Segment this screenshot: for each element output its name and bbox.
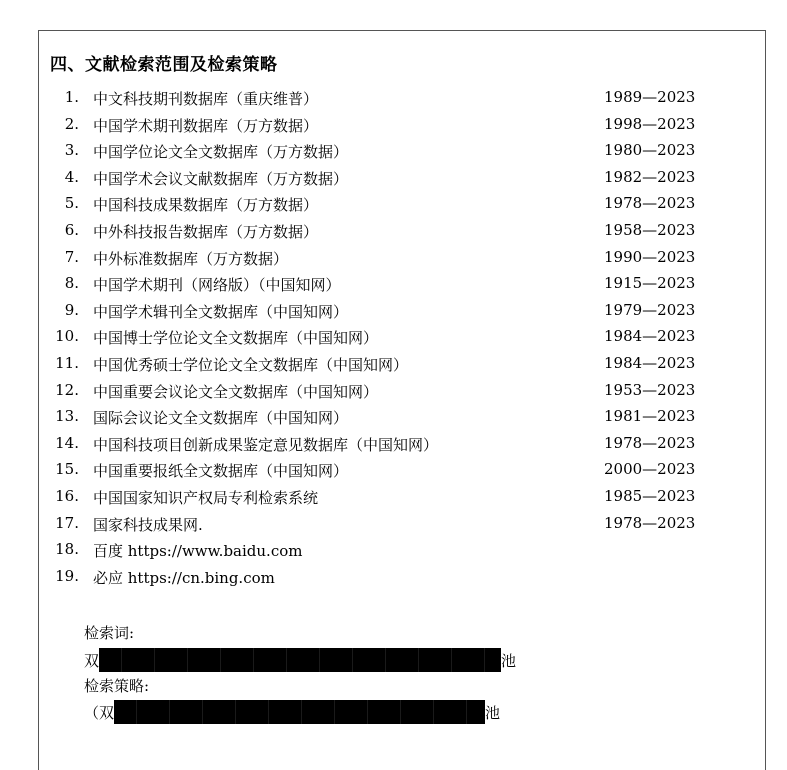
redaction-segment: [154, 648, 155, 672]
database-row: [0, 88, 787, 115]
database-name: 中文科技期刊数据库（重庆维普）: [93, 90, 319, 108]
database-row: [0, 327, 787, 354]
database-row: [0, 301, 787, 328]
database-years: 1980—2023: [604, 141, 696, 160]
database-number: 13.: [55, 407, 79, 426]
redaction-segment: [187, 648, 188, 672]
strategy-label: 检索策略:: [84, 677, 150, 695]
database-years: 1982—2023: [604, 167, 696, 186]
redaction-segment: [352, 648, 353, 672]
database-number: 5.: [64, 194, 79, 213]
database-years: 1989—2023: [604, 88, 696, 106]
database-name: 国家科技成果网.: [93, 515, 203, 534]
redaction-segment: [385, 648, 386, 672]
redaction-segment: [484, 648, 485, 672]
database-years: 1978—2023: [604, 194, 696, 213]
database-name: 中外标准数据库（万方数据）: [93, 249, 289, 268]
database-row: [0, 514, 787, 541]
keywords-prefix: 双: [84, 651, 100, 670]
database-name: 中国科技项目创新成果鉴定意见数据库（中国知网）: [93, 435, 439, 454]
database-row: [0, 460, 787, 487]
database-number: 3.: [64, 141, 79, 160]
database-name: 中国重要报纸全文数据库（中国知网）: [93, 462, 349, 481]
database-years: 1979—2023: [604, 300, 696, 319]
database-years: 1985—2023: [604, 486, 696, 505]
redaction-segment: [286, 648, 287, 672]
database-row: [0, 487, 787, 514]
database-name: 中国学术期刊数据库（万方数据）: [93, 116, 319, 135]
database-list: [0, 88, 787, 593]
redaction-segment: [169, 700, 170, 724]
database-years: 1984—2023: [604, 353, 696, 372]
database-name: 中外科技报告数据库（万方数据）: [93, 222, 319, 241]
database-row: [0, 381, 787, 408]
redaction-segment: [121, 648, 122, 672]
redaction-segment: [400, 700, 401, 724]
database-years: 1984—2023: [604, 327, 696, 346]
database-row: [0, 407, 787, 434]
strategy-suffix: 池: [485, 703, 501, 722]
keywords-suffix: 池: [501, 651, 517, 670]
database-number: 10.: [55, 327, 79, 346]
database-name: 中国学术会议文献数据库（万方数据）: [93, 169, 349, 188]
database-number: 11.: [55, 353, 79, 372]
database-row: [0, 168, 787, 195]
database-number: 14.: [55, 433, 79, 452]
database-years: 1990—2023: [604, 247, 696, 266]
database-number: 6.: [64, 220, 79, 239]
database-number: 15.: [55, 460, 79, 479]
database-number: 9.: [64, 300, 79, 319]
database-row: [0, 194, 787, 221]
database-number: 8.: [64, 274, 79, 293]
redaction-segment: [319, 648, 320, 672]
database-row: [0, 141, 787, 168]
database-years: 1915—2023: [604, 274, 696, 293]
database-number: 7.: [64, 247, 79, 266]
redaction-segment: [367, 700, 368, 724]
redaction-segment: [136, 700, 137, 724]
database-name: 国际会议论文全文数据库（中国知网）: [93, 409, 349, 428]
database-number: 4.: [64, 167, 79, 186]
database-row: [0, 248, 787, 275]
redaction-segment: [451, 648, 452, 672]
redaction-segment: [202, 700, 203, 724]
database-name: 中国学术期刊（网络版）（中国知网）: [93, 276, 341, 295]
redaction-segment: [220, 648, 221, 672]
database-name: 中国学位论文全文数据库（万方数据）: [93, 143, 349, 162]
redaction-segment: [235, 700, 236, 724]
database-name: 中国重要会议论文全文数据库（中国知网）: [93, 382, 379, 401]
keywords-line: [84, 648, 516, 672]
strategy-line: [84, 700, 500, 724]
database-years: 1978—2023: [604, 513, 696, 532]
database-name: 中国学术辑刊全文数据库（中国知网）: [93, 302, 349, 321]
database-row: [0, 567, 787, 594]
database-row: [0, 540, 787, 567]
database-number: 1.: [64, 88, 79, 106]
database-name: 百度 https://www.baidu.com: [93, 542, 303, 561]
keywords-redaction: [99, 648, 501, 672]
database-number: 16.: [55, 486, 79, 505]
database-number: 18.: [55, 540, 79, 559]
database-years: 1981—2023: [604, 407, 696, 426]
database-number: 19.: [55, 566, 79, 585]
strategy-prefix: （双: [84, 703, 115, 722]
database-name: 必应 https://cn.bing.com: [93, 568, 275, 587]
database-row: [0, 274, 787, 301]
redaction-segment: [466, 700, 467, 724]
database-name: 中国科技成果数据库（万方数据）: [93, 196, 319, 215]
database-number: 2.: [64, 114, 79, 133]
database-row: [0, 115, 787, 142]
database-name: 中国国家知识产权局专利检索系统: [93, 488, 319, 507]
database-years: 1953—2023: [604, 380, 696, 399]
database-years: 1998—2023: [604, 114, 696, 133]
database-number: 17.: [55, 513, 79, 532]
redaction-segment: [253, 648, 254, 672]
strategy-redaction: [114, 700, 485, 724]
database-number: 12.: [55, 380, 79, 399]
redaction-segment: [418, 648, 419, 672]
database-row: [0, 354, 787, 381]
database-name: 中国优秀硕士学位论文全文数据库（中国知网）: [93, 355, 409, 374]
database-years: 1978—2023: [604, 433, 696, 452]
section-title: 四、文献检索范围及检索策略: [50, 55, 278, 75]
redaction-segment: [268, 700, 269, 724]
database-name: 中国博士学位论文全文数据库（中国知网）: [93, 329, 379, 348]
keywords-label: 检索词:: [84, 624, 135, 642]
redaction-segment: [433, 700, 434, 724]
database-row: [0, 434, 787, 461]
redaction-segment: [334, 700, 335, 724]
database-row: [0, 221, 787, 248]
database-years: 2000—2023: [604, 460, 696, 479]
database-years: 1958—2023: [604, 220, 696, 239]
redaction-segment: [301, 700, 302, 724]
